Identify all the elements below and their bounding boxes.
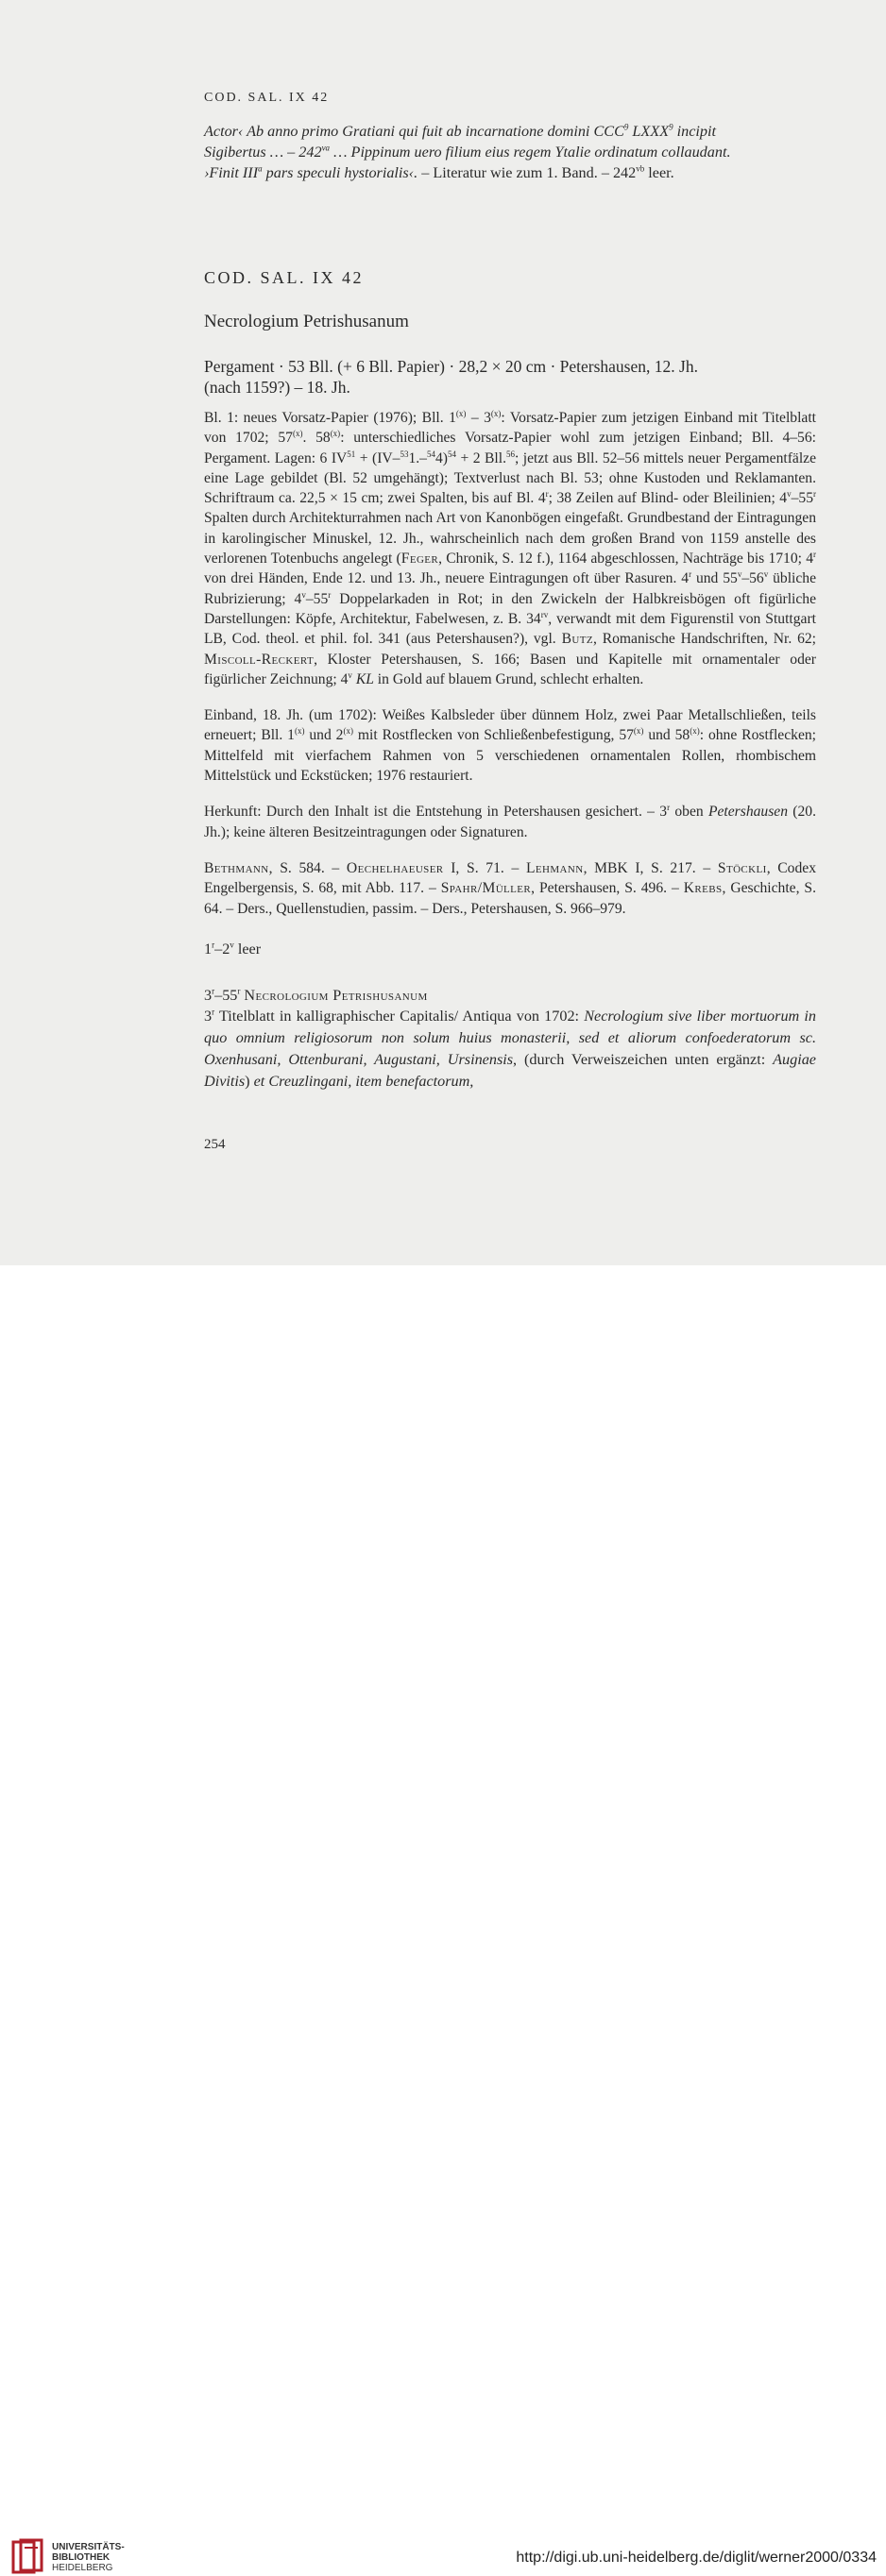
library-name-line-2: BIBLIOTHEK bbox=[52, 2552, 111, 2563]
paragraph-bibliography: Bethmann, S. 584. – Oechelhaeuser I, S. 71. – Lehmann, MBK I, S. 217. – Stöckli, Codex Engelbergensis, S. 68, mit Abb. 117. – Spahr/Müller, Petershausen, S. 496. – Krebs, Geschichte, S. 64. – Ders., Quellenstudien, passim. – Ders., Petershausen, S. 966–979. bbox=[204, 859, 816, 917]
leer-line: 1$^r$–2$^v$ leer bbox=[204, 940, 262, 958]
part-heading: 3$^r$–55$^r$ Necrologium Petrishusanum bbox=[204, 986, 428, 1005]
running-head: COD. SAL. IX 42 bbox=[204, 91, 330, 105]
material-description bbox=[204, 356, 816, 398]
continuation-line-3: ›Finit III$^a$ pars speculi hystorialis‹. – Literatur wie zum 1. Band. – $242^{vb}$ leer. bbox=[204, 163, 674, 181]
description-body bbox=[204, 408, 816, 1109]
continuation-text bbox=[204, 121, 816, 183]
viewer-footer bbox=[0, 1265, 886, 2573]
library-name bbox=[52, 2542, 125, 2573]
document-url-link[interactable]: http://digi.ub.uni-heidelberg.de/diglit/werner2000/0334 bbox=[516, 2550, 877, 2566]
continuation-line-1: Actor‹ Ab anno primo Gratiani qui fuit ab incarnatione domini CCC$^9$ LXXX$^9$ incipit bbox=[204, 122, 717, 140]
section-heading: COD. SAL. IX 42 bbox=[204, 268, 365, 287]
paragraph-binding: Einband, 18. Jh. (um 1702): Weißes Kalbsleder über dünnem Holz, zwei Paar Metallschließen, teils erneuert; Bll. 1$^{(x)}$ und 2$^{(x)}$ mit Rostflecken von Schließenbefestigung, 57$^{(x)}$ und 58$^{(x)}$: ohne Rostflecken; Mittelfeld mit vierfachem Rahmen von 5 verschiedenen ornamentalen Rollen, rhombischem Mittelstück und Eckstücken; 1976 restauriert. bbox=[204, 707, 816, 785]
scanned-page bbox=[0, 0, 886, 1265]
material-line-1: Pergament · 53 Bll. (+ 6 Bll. Papier) · 28,2 × 20 cm · Petershausen, 12. Jh. bbox=[204, 357, 698, 376]
library-name-line-3: HEIDELBERG bbox=[52, 2563, 113, 2573]
paragraph-provenance: Herkunft: Durch den Inhalt ist die Entstehung in Petershausen gesichert. – 3$^r$ oben Petershausen (20. Jh.); keine älteren Besitzeintragungen oder Signaturen. bbox=[204, 803, 816, 840]
paragraph-codicology: Bl. 1: neues Vorsatz-Papier (1976); Bll. 1$^{(x)}$ – 3$^{(x)}$: Vorsatz-Papier zum jetzigen Einband mit Titelblatt von 1702; 57$^{(x)}$. 58$^{(x)}$: unterschiedliches Vorsatz-Papier wohl zum jetzigen Einband; Bll. 4–56: Pergament. Lagen: 6 $IV^{51} + (IV-^{53}1.-^{54}4)^{54} + 2$ Bll.$^{56}$; jetzt aus Bll. 52–56 mittels neuer Pergamentfälze eine Lage gebildet (Bl. 52 umgehängt); Textverlust nach Bl. 53; ohne Kustoden und Reklamanten. Schriftraum ca. 22,5 × 15 cm; zwei Spalten, bis auf Bl. 4$^r$; 38 Zeilen auf Blind- oder Bleilinien; 4$^v$–55$^r$ Spalten durch Architekturrahmen nach Art von Kanonbögen eingefaßt. Grundbestand der Eintragungen in karolingischer Minuskel, 12. Jh., wahrscheinlich nach dem großen Brand von 1159 anstelle des verlorenen Totenbuchs angelegt (Feger, Chronik, S. 12 f.), 1164 abgeschlossen, Nachträge bis 1710; 4$^r$ von drei Händen, Ende 12. und 13. Jh., neuere Eintragungen oft über Rasuren. 4$^r$ und 55$^v$–56$^v$ übliche Rubrizierung; 4$^v$–55$^r$ Doppelarkaden in Rot; in den Zwickeln der Halbkreisbögen oft figürliche Darstellungen: Köpfe, Architektur, Fabelwesen, z. B. $34^{rv}$, verwandt mit dem Figurenstil von Stuttgart LB, Cod. theol. et phil. fol. 341 (aus Petershausen?), vgl. Butz, Romanische Handschriften, Nr. 62; Miscoll-Reckert, Kloster Petershausen, S. 166; Basen und Kapitelle mit ornamentaler oder figürlicher Zeichnung; 4$^v$ KL in Gold auf blauem Grund, schlecht erhalten. bbox=[204, 408, 817, 687]
paragraph-titelblatt: 3$^r$ Titelblatt in kalligraphischer Capitalis/ Antiqua von 1702: Necrologium sive liber mortuorum in quo omnium religiosorum non solum huius monasterii, sed et aliorum confoederatorum sc. Oxenhusani, Ottenburani, Augustani, Ursinensis, (durch Verweiszeichen unten ergänzt: Augiae Divitis) et Creuzlingani, item benefactorum, bbox=[204, 1008, 816, 1091]
continuation-line-2: Sigibertus … – $242^{va}$ … Pippinum uero filium eius regem Ytalie ordinatum collaudant. bbox=[204, 143, 731, 161]
material-line-2: (nach 1159?) – 18. Jh. bbox=[204, 378, 350, 397]
library-name-line-1: UNIVERSITÄTS- bbox=[52, 2542, 125, 2552]
manuscript-title: Necrologium Petrishusanum bbox=[204, 312, 409, 331]
library-logo-icon bbox=[11, 2538, 45, 2576]
page-number: 254 bbox=[204, 1137, 226, 1152]
